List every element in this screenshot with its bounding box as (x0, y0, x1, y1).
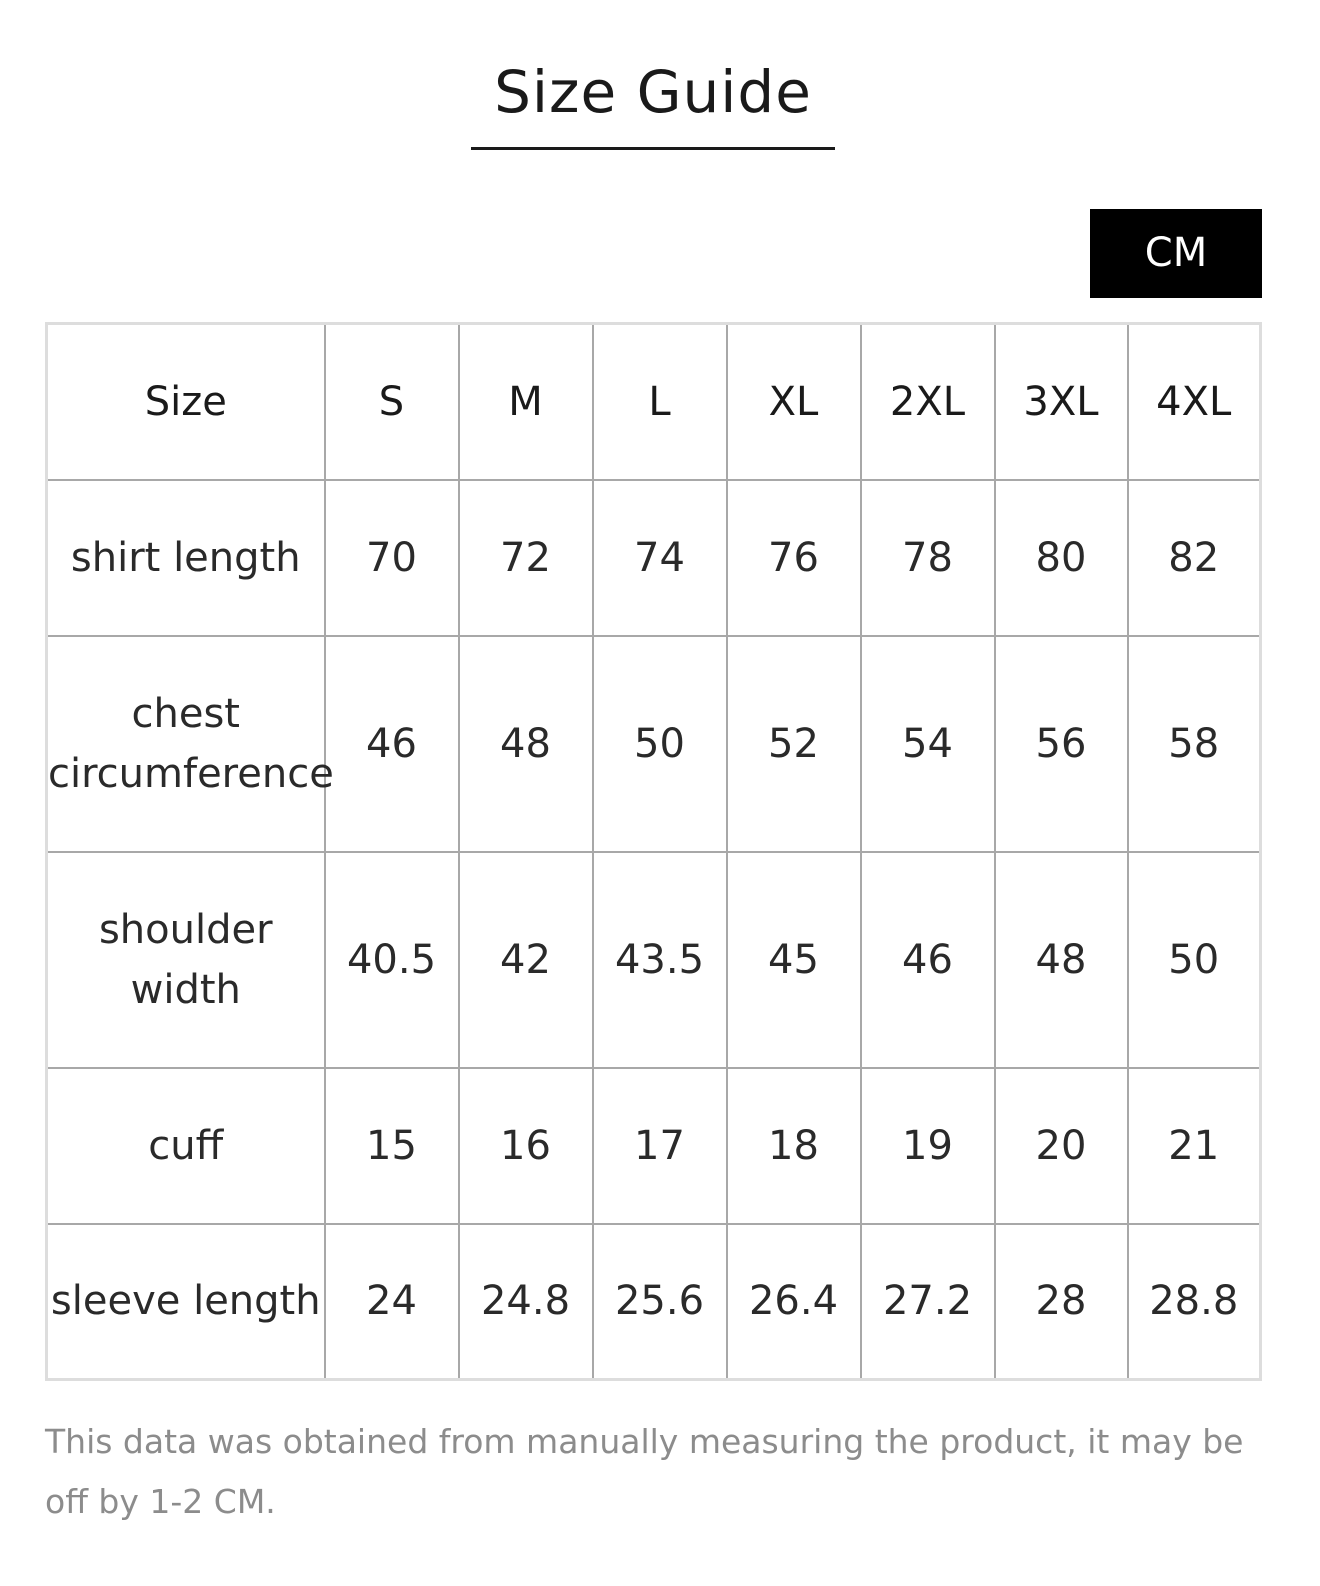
table-cell: 18 (727, 1068, 861, 1224)
table-cell: 72 (459, 480, 593, 636)
table-cell: 56 (995, 636, 1128, 852)
table-cell: 46 (861, 852, 995, 1068)
size-header-cell: 4XL (1128, 324, 1261, 480)
title-block (471, 52, 835, 150)
table-cell: 50 (593, 636, 727, 852)
table-cell: 28.8 (1128, 1224, 1261, 1380)
size-table (45, 322, 1262, 1381)
table-row (47, 480, 1261, 636)
table-cell: 21 (1128, 1068, 1261, 1224)
table-cell: 82 (1128, 480, 1261, 636)
row-label: chest circumference (47, 636, 325, 852)
size-header-cell: 2XL (861, 324, 995, 480)
size-header-cell: XL (727, 324, 861, 480)
table-cell: 16 (459, 1068, 593, 1224)
table-cell: 70 (325, 480, 459, 636)
table-cell: 80 (995, 480, 1128, 636)
size-header-cell: 3XL (995, 324, 1128, 480)
table-row (47, 1068, 1261, 1224)
size-header-label: Size (47, 324, 325, 480)
page-title: Size Guide (494, 58, 812, 126)
table-cell: 25.6 (593, 1224, 727, 1380)
table-cell: 48 (459, 636, 593, 852)
table-cell: 24 (325, 1224, 459, 1380)
table-cell: 54 (861, 636, 995, 852)
table-cell: 74 (593, 480, 727, 636)
row-label: shirt length (47, 480, 325, 636)
table-cell: 78 (861, 480, 995, 636)
table-cell: 52 (727, 636, 861, 852)
table-cell: 15 (325, 1068, 459, 1224)
table-cell: 24.8 (459, 1224, 593, 1380)
size-header-cell: L (593, 324, 727, 480)
table-cell: 46 (325, 636, 459, 852)
table-cell: 28 (995, 1224, 1128, 1380)
table-cell: 43.5 (593, 852, 727, 1068)
size-header-cell: S (325, 324, 459, 480)
table-cell: 76 (727, 480, 861, 636)
measurement-note: This data was obtained from manually measuring the product, it may be off by 1-2 CM. (45, 1422, 1244, 1521)
table-row (47, 636, 1261, 852)
size-header-cell: M (459, 324, 593, 480)
table-cell: 20 (995, 1068, 1128, 1224)
table-row (47, 852, 1261, 1068)
table-cell: 19 (861, 1068, 995, 1224)
table-cell: 40.5 (325, 852, 459, 1068)
table-cell: 26.4 (727, 1224, 861, 1380)
row-label: cuff (47, 1068, 325, 1224)
table-row (47, 1224, 1261, 1380)
row-label: sleeve length (47, 1224, 325, 1380)
table-cell: 58 (1128, 636, 1261, 852)
size-header-row (47, 324, 1261, 480)
table-cell: 17 (593, 1068, 727, 1224)
row-label: shoulder width (47, 852, 325, 1068)
table-cell: 42 (459, 852, 593, 1068)
unit-toggle-button[interactable]: CM (1090, 209, 1262, 298)
table-cell: 48 (995, 852, 1128, 1068)
title-underline (471, 147, 835, 150)
table-cell: 27.2 (861, 1224, 995, 1380)
table-cell: 50 (1128, 852, 1261, 1068)
table-cell: 45 (727, 852, 861, 1068)
